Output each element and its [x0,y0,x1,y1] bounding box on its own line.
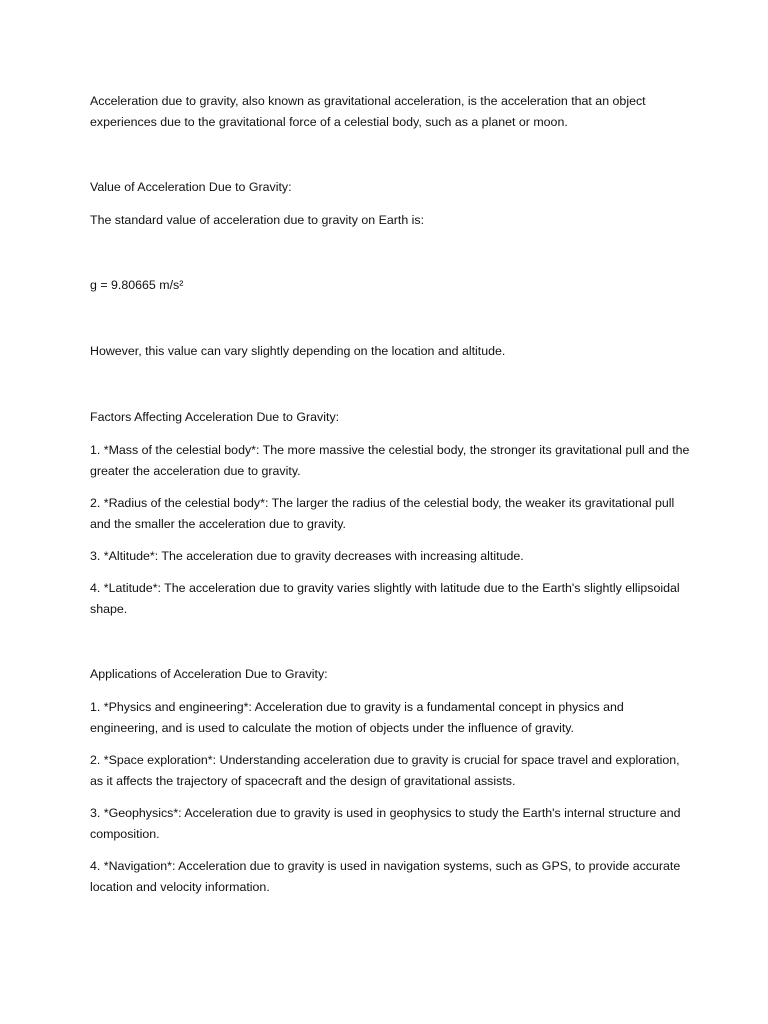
value-sentence: The standard value of acceleration due to gravity on Earth is: [90,213,425,227]
application-item-space: 2. *Space exploration*: Understanding acceleration due to gravity is crucial for space travel and exploration, as it affects the trajectory of spacecraft and the design of gravitational assists. [90,753,680,788]
factors-heading: Factors Affecting Acceleration Due to Gravity: [90,410,340,424]
factor-item-mass: 1. *Mass of the celestial body*: The more massive the celestial body, the stronger its gravitational pull and the greater the acceleration due to gravity. [90,443,690,478]
factor-item-radius: 2. *Radius of the celestial body*: The larger the radius of the celestial body, the weaker its gravitational pull and the smaller the acceleration due to gravity. [90,496,675,531]
intro-paragraph: Acceleration due to gravity, also known as gravitational acceleration, is the acceleration that an object experiences due to the gravitational force of a celestial body, such as a planet or moon. [90,94,646,129]
application-item-physics: 1. *Physics and engineering*: Acceleration due to gravity is a fundamental concept in physics and engineering, and is used to calculate the motion of objects under the influence of gravity. [90,700,624,735]
gravity-formula: g = 9.80665 m/s² [90,278,184,292]
application-item-geophysics: 3. *Geophysics*: Acceleration due to gravity is used in geophysics to study the Earth's internal structure and composition. [90,806,681,841]
variation-note: However, this value can vary slightly depending on the location and altitude. [90,344,506,358]
applications-heading: Applications of Acceleration Due to Gravity: [90,667,328,681]
value-heading: Value of Acceleration Due to Gravity: [90,180,292,194]
factor-item-latitude: 4. *Latitude*: The acceleration due to gravity varies slightly with latitude due to the Earth's slightly ellipsoidal shape. [90,581,680,616]
factor-item-altitude: 3. *Altitude*: The acceleration due to gravity decreases with increasing altitude. [90,549,524,563]
application-item-navigation: 4. *Navigation*: Acceleration due to gravity is used in navigation systems, such as GPS, to provide accurate location and velocity information. [90,859,681,894]
